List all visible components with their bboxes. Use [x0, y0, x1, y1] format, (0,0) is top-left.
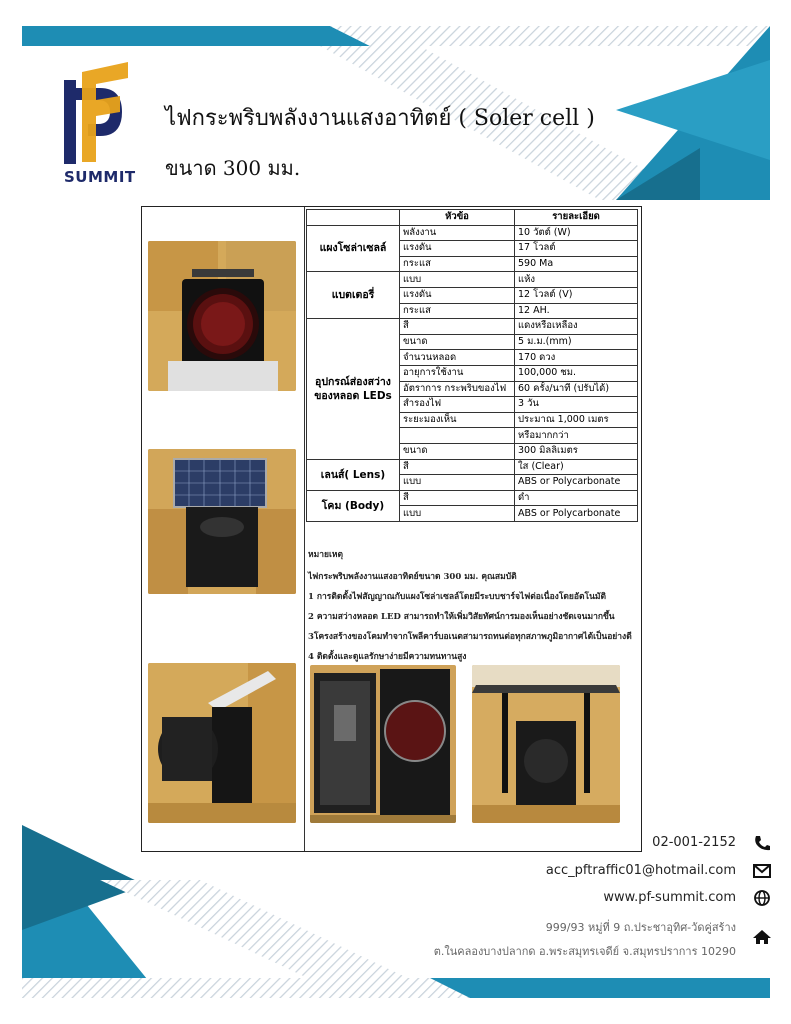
product-photo-front [148, 241, 296, 391]
spec-detail-cell: 590 Ma [515, 256, 638, 272]
table-row [307, 319, 638, 335]
table-row [307, 272, 638, 288]
product-photo-open-box [310, 665, 456, 823]
note-item: 3โครงสร้างของโคมทำจากโพลีคาร์บอเนตสามารถทนต่อทุกสภาพภูมิอากาศได้เป็นอย่างดี [308, 632, 632, 642]
contact-phone[interactable]: 02-001-2152 [652, 835, 736, 850]
top-hatch-band [330, 26, 770, 46]
spec-topic-cell: ขนาด [400, 443, 515, 459]
page-subtitle: ขนาด 300 มม. [165, 156, 301, 180]
spec-detail-cell: แห้ง [515, 272, 638, 288]
spec-topic-cell: อายุการใช้งาน [400, 365, 515, 381]
spec-group-label: แผงโซล่าเซลล์ [307, 225, 400, 272]
column-header-detail: รายละเอียด [515, 210, 638, 226]
photo-column [142, 207, 305, 851]
spec-topic-cell: สำรองไฟ [400, 397, 515, 413]
spec-topic-cell: แบบ [400, 272, 515, 288]
mail-icon [752, 862, 772, 880]
spec-detail-cell: ใส (Clear) [515, 459, 638, 475]
spec-detail-cell: ดำ [515, 490, 638, 506]
logo-text: SUMMIT [64, 168, 136, 186]
pf-logo [64, 62, 128, 164]
globe-icon [752, 889, 772, 907]
spec-detail-cell: ABS or Polycarbonate [515, 506, 638, 522]
spec-topic-cell: ขนาด [400, 334, 515, 350]
spec-detail-cell: 12 AH. [515, 303, 638, 319]
spec-detail-cell: 300 มิลลิเมตร [515, 443, 638, 459]
table-row [307, 490, 638, 506]
address-line-2: ต.ในคลองบางปลากด อ.พระสมุทรเจดีย์ จ.สมุทรปราการ 10290 [433, 945, 736, 958]
header-blank [307, 210, 400, 226]
note-item: 1 การติดตั้งไฟสัญญาณกับแผงโซล่าเซลล์โดยมีระบบชาร์จไฟต่อเนื่องโดยอัตโนมัติ [308, 592, 607, 602]
spec-detail-cell: 17 โวลต์ [515, 241, 638, 257]
note-item: 4 ติดตั้งและดูแลรักษาง่ายมีความทนทานสูง [308, 652, 467, 662]
spec-topic-cell: กระแส [400, 303, 515, 319]
spec-detail-cell: หรือมากกว่า [515, 428, 638, 444]
spec-topic-cell: สี [400, 490, 515, 506]
column-header-topic: หัวข้อ [400, 210, 515, 226]
spec-topic-cell: กระแส [400, 256, 515, 272]
spec-topic-cell: สี [400, 319, 515, 335]
phone-icon [752, 834, 772, 852]
product-photo-solar-panel [148, 449, 296, 594]
spec-topic-cell: จำนวนหลอด [400, 350, 515, 366]
spec-detail-cell: ABS or Polycarbonate [515, 475, 638, 491]
spec-topic-cell: อัตราการ กระพริบของไฟ [400, 381, 515, 397]
spec-group-label: อุปกรณ์ส่องสว่างของหลอด LEDs [307, 319, 400, 459]
table-row [307, 225, 638, 241]
table-row [307, 459, 638, 475]
spec-detail-cell: 100,000 ชม. [515, 365, 638, 381]
spec-detail-cell: 3 วัน [515, 397, 638, 413]
spec-table [306, 209, 638, 522]
spec-topic-cell: แบบ [400, 506, 515, 522]
note-item: 2 ความสว่างหลอด LED สามารถทำให้เพิ่มวิสัยทัศน์การมองเห็นอย่างชัดเจนมากขึ้น [308, 612, 615, 622]
spec-topic-cell: แรงดัน [400, 287, 515, 303]
spec-topic-cell [400, 428, 515, 444]
spec-detail-cell: 10 วัตต์ (W) [515, 225, 638, 241]
spec-group-label: เลนส์( Lens) [307, 459, 400, 490]
bottom-band [430, 978, 770, 998]
spec-topic-cell: พลังงาน [400, 225, 515, 241]
notes-heading: หมายเหตุ [308, 550, 343, 560]
page-title: ไฟกระพริบพลังงานแสงอาทิตย์ ( Soler cell ) [165, 106, 595, 131]
home-icon [752, 928, 772, 946]
notes-intro: ไฟกระพริบพลังงานแสงอาทิตย์ขนาด 300 มม. คุณสมบัติ [308, 572, 517, 582]
contact-email[interactable]: acc_pftraffic01@hotmail.com [545, 863, 736, 878]
spec-topic-cell: ระยะมองเห็น [400, 412, 515, 428]
spec-detail-cell: 170 ดวง [515, 350, 638, 366]
spec-detail-cell: 5 ม.ม.(mm) [515, 334, 638, 350]
spec-detail-cell: 60 ครั้ง/นาที (ปรับได้) [515, 381, 638, 397]
product-photo-mounted [472, 665, 620, 823]
spec-group-label: โคม (Body) [307, 490, 400, 521]
spec-topic-cell: แรงดัน [400, 241, 515, 257]
contact-website[interactable]: www.pf-summit.com [603, 890, 736, 905]
address-line-1: 999/93 หมู่ที่ 9 ถ.ประชาอุทิศ-วัดคู่สร้าง [545, 921, 736, 934]
product-photo-side [148, 663, 296, 823]
spec-group-label: แบตเตอรี่ [307, 272, 400, 319]
spec-card [141, 206, 642, 852]
top-band [22, 26, 370, 46]
spec-topic-cell: สี [400, 459, 515, 475]
spec-detail-cell: ประมาณ 1,000 เมตร [515, 412, 638, 428]
spec-detail-cell: แดงหรือเหลือง [515, 319, 638, 335]
spec-topic-cell: แบบ [400, 475, 515, 491]
spec-detail-cell: 12 โวลต์ (V) [515, 287, 638, 303]
